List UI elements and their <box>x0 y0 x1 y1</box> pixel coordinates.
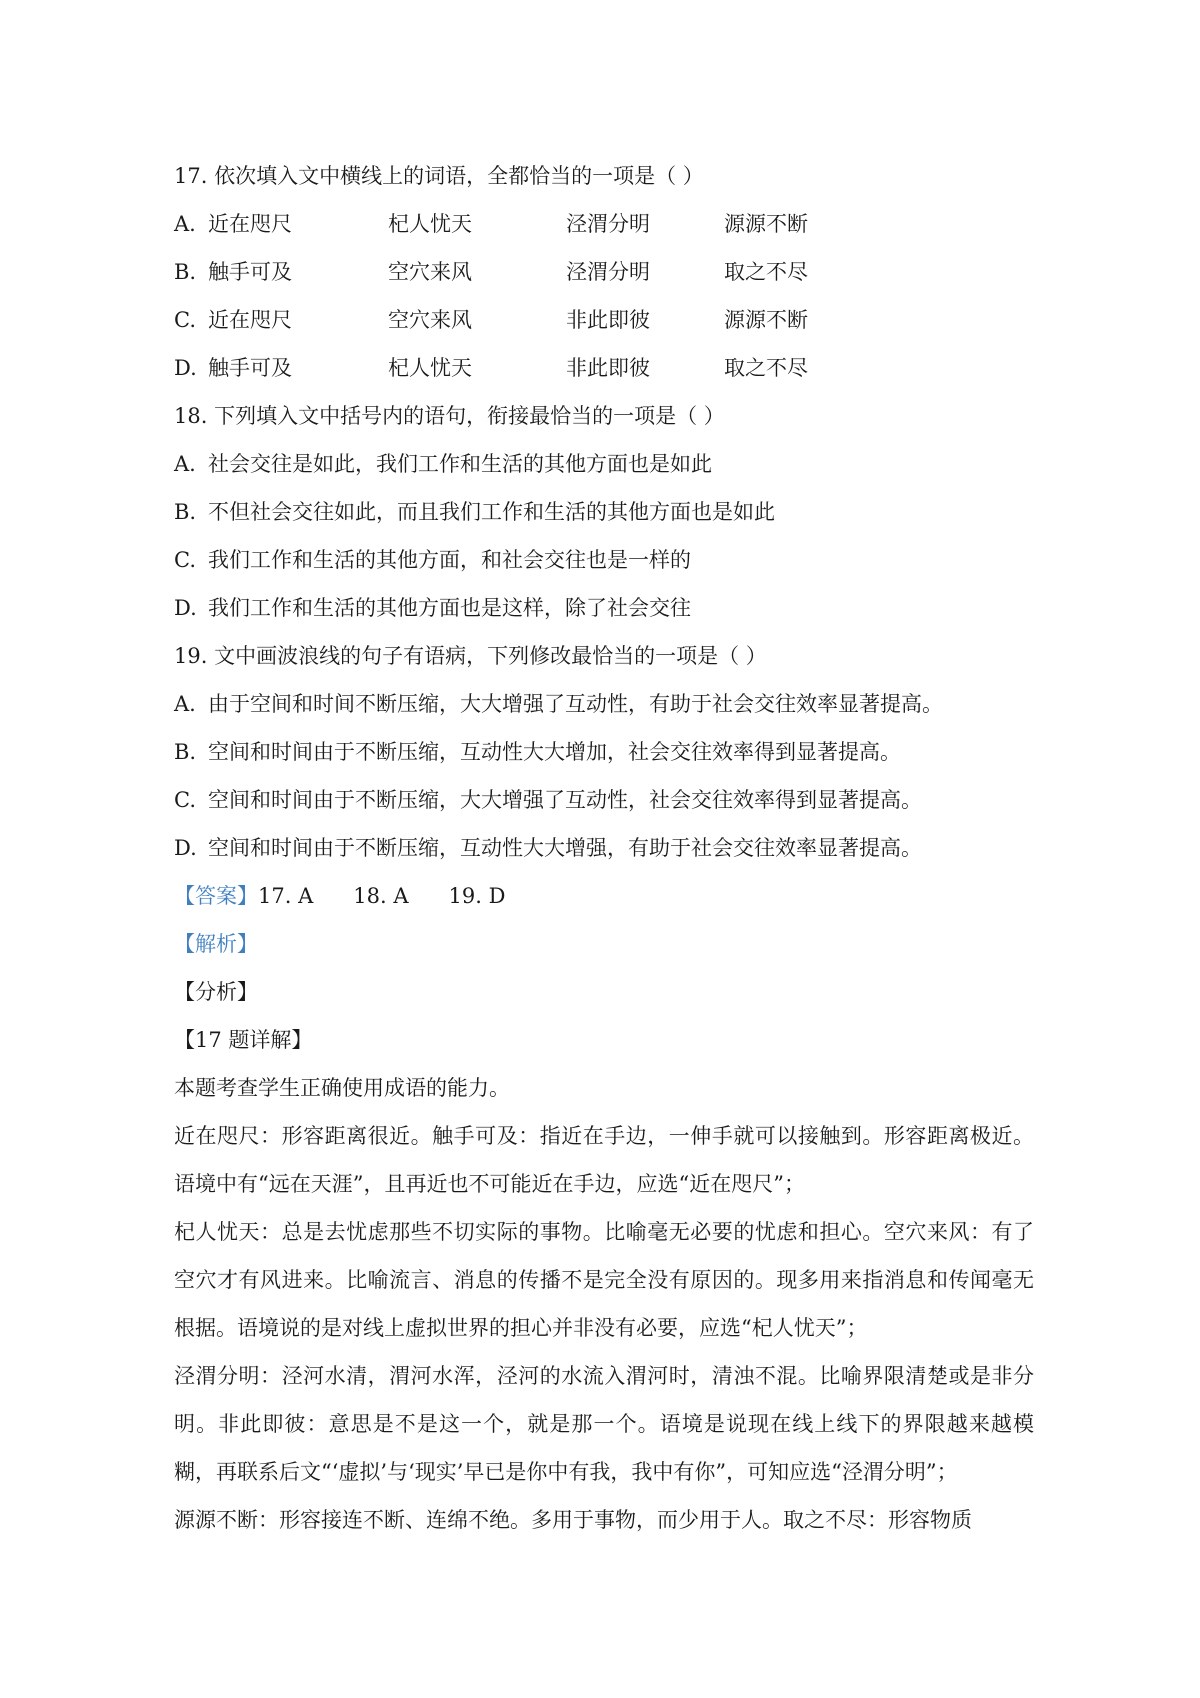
option-letter: B. <box>174 740 197 764</box>
option-text: 空间和时间由于不断压缩，互动性大大增加，社会交往效率得到显著提高。 <box>208 740 901 764</box>
option-word: 触手可及 <box>208 260 292 284</box>
option-word: 近在咫尺 <box>208 308 292 332</box>
option-letter: D. <box>174 356 197 380</box>
question-17-stem: 17. 依次填入文中横线上的词语，全都恰当的一项是（ ） <box>174 164 704 188</box>
option-text: 空间和时间由于不断压缩，互动性大大增强，有助于社会交往效率显著提高。 <box>208 836 922 860</box>
option-row <box>174 680 1034 728</box>
option-text: 我们工作和生活的其他方面，和社会交往也是一样的 <box>208 548 691 572</box>
explanation-paragraph: 近在咫尺：形容距离很近。触手可及：指近在手边，一伸手就可以接触到。形容距离极近。语境中有“远在天涯”，且再近也不可能近在手边，应选“近在咫尺”； <box>174 1124 1034 1196</box>
option-row <box>174 776 1034 824</box>
option-row <box>174 440 1034 488</box>
answer-values <box>258 884 545 908</box>
option-row <box>174 728 1034 776</box>
explanation-paragraph: 本题考查学生正确使用成语的能力。 <box>174 1076 510 1100</box>
option-row <box>174 536 1034 584</box>
option-text: 社会交往是如此，我们工作和生活的其他方面也是如此 <box>208 452 712 476</box>
option-text: 空间和时间由于不断压缩，大大增强了互动性，社会交往效率得到显著提高。 <box>208 788 922 812</box>
option-letter: C. <box>174 788 196 812</box>
option-letter: A. <box>174 692 196 716</box>
option-row <box>174 296 1034 344</box>
option-row <box>174 200 1034 248</box>
question-17-options <box>174 200 1034 392</box>
option-word: 杞人忧天 <box>388 356 472 380</box>
option-word: 触手可及 <box>208 356 292 380</box>
option-word: 近在咫尺 <box>208 212 292 236</box>
question-18-options <box>174 440 1034 632</box>
option-letter: C. <box>174 548 196 572</box>
answer-label: 【答案】 <box>174 884 258 908</box>
option-word: 非此即彼 <box>566 356 650 380</box>
option-word: 取之不尽 <box>724 260 808 284</box>
explanation-paragraph: 泾渭分明：泾河水清，渭河水浑，泾河的水流入渭河时，清浊不混。比喻界限清楚或是非分明。非此即彼：意思是不是这一个，就是那一个。语境是说现在线上线下的界限越来越模糊，再联系后文“‘虚拟’与‘现实’早已是你中有我，我中有你”，可知应选“泾渭分明”； <box>174 1364 1034 1484</box>
option-letter: D. <box>174 836 197 860</box>
explanation-paragraph: 杞人忧天：总是去忧虑那些不切实际的事物。比喻毫无必要的忧虑和担心。空穴来风：有了空穴才有风进来。比喻流言、消息的传播不是完全没有原因的。现多用来指消息和传闻毫无根据。语境说的是对线上虚拟世界的担心并非没有必要，应选“杞人忧天”； <box>174 1220 1034 1340</box>
option-word: 空穴来风 <box>388 308 472 332</box>
option-letter: D. <box>174 596 197 620</box>
option-text: 由于空间和时间不断压缩，大大增强了互动性，有助于社会交往效率显著提高。 <box>208 692 943 716</box>
analysis-label: 【解析】 <box>174 932 258 956</box>
fenxi-label: 【分析】 <box>174 980 258 1004</box>
option-letter: B. <box>174 260 197 284</box>
explanation-paragraphs <box>174 1064 1034 1544</box>
option-row <box>174 248 1034 296</box>
answer-line <box>174 872 1034 920</box>
option-word: 泾渭分明 <box>566 260 650 284</box>
option-letter: C. <box>174 308 196 332</box>
question-18-stem: 18. 下列填入文中括号内的语句，衔接最恰当的一项是（ ） <box>174 404 725 428</box>
option-word: 空穴来风 <box>388 260 472 284</box>
option-letter: B. <box>174 500 197 524</box>
option-word: 取之不尽 <box>724 356 808 380</box>
option-text: 不但社会交往如此，而且我们工作和生活的其他方面也是如此 <box>208 500 775 524</box>
answer-value: 19. D <box>448 884 506 908</box>
option-row <box>174 344 1034 392</box>
option-row <box>174 584 1034 632</box>
option-text: 我们工作和生活的其他方面也是这样，除了社会交往 <box>208 596 691 620</box>
option-letter: A. <box>174 452 196 476</box>
option-word: 源源不断 <box>724 212 808 236</box>
question-19-options <box>174 680 1034 872</box>
explanation-paragraph: 源源不断：形容接连不断、连绵不绝。多用于事物，而少用于人。取之不尽：形容物质 <box>174 1508 972 1532</box>
option-row <box>174 488 1034 536</box>
answer-value: 18. A <box>353 884 409 908</box>
option-word: 泾渭分明 <box>566 212 650 236</box>
option-word: 非此即彼 <box>566 308 650 332</box>
question-19-stem: 19. 文中画波浪线的句子有语病，下列修改最恰当的一项是（ ） <box>174 644 767 668</box>
option-word: 杞人忧天 <box>388 212 472 236</box>
detail-17-label: 【17 题详解】 <box>174 1028 313 1052</box>
option-letter: A. <box>174 212 196 236</box>
document-page <box>174 152 1034 1544</box>
answer-value: 17. A <box>258 884 314 908</box>
option-row <box>174 824 1034 872</box>
option-word: 源源不断 <box>724 308 808 332</box>
